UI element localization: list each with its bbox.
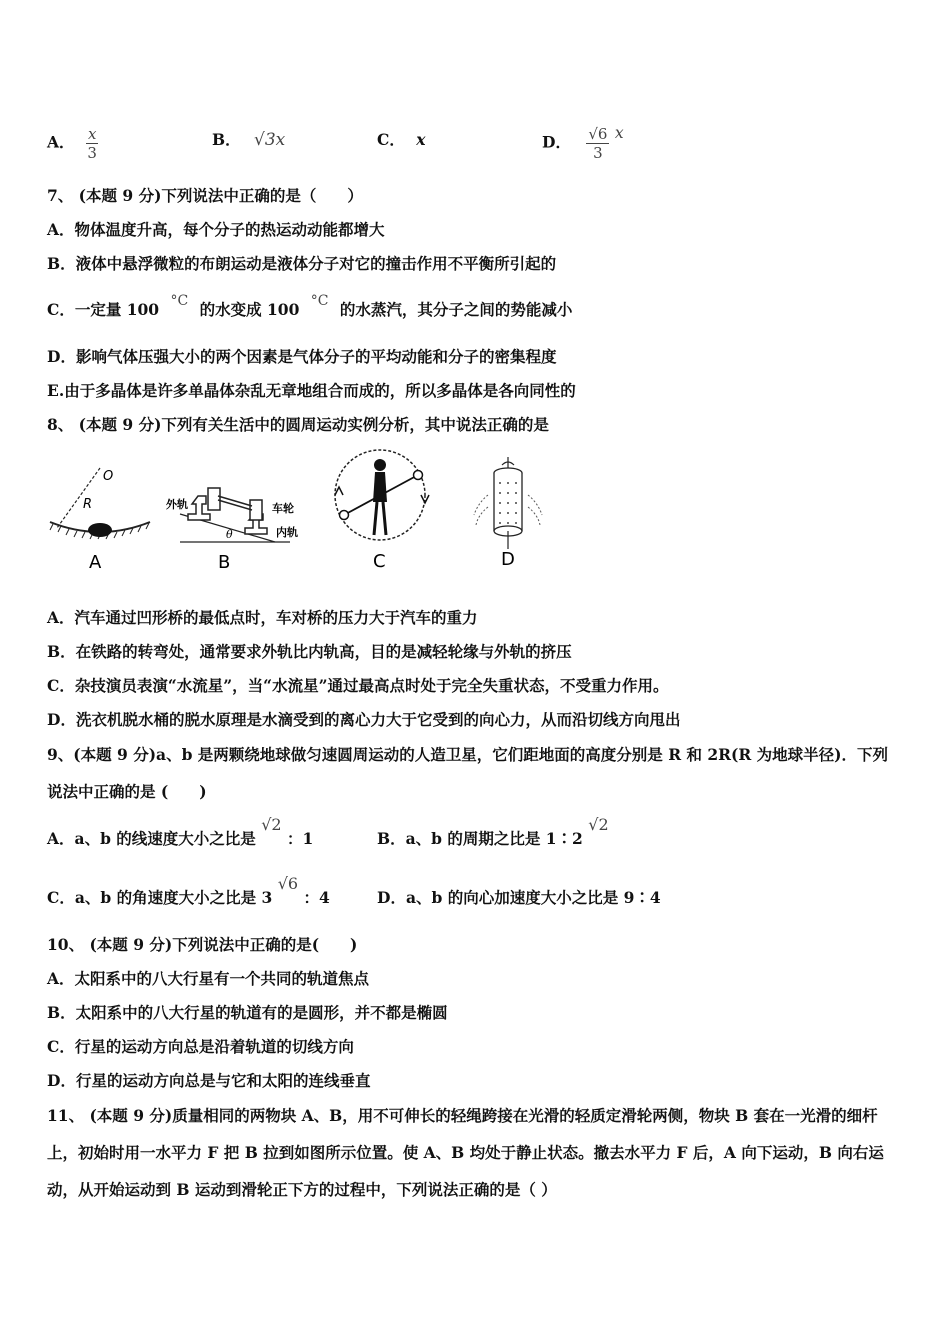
q8-option-c: C．杂技演员表演“水流星”，当“水流星”通过最高点时处于完全失重状态，不受重力作用。 [47, 676, 669, 695]
q9-option-a-text: A．a、b 的线速度大小之比是 [47, 829, 256, 848]
fig-c-caption: C [373, 551, 386, 572]
q6-option-a [47, 125, 98, 162]
q7-option-c-part3: 的水蒸汽，其分子之间的势能减小 [339, 300, 573, 319]
q9-option-c-post: ：4 [303, 888, 330, 907]
q9-option-b [377, 815, 609, 849]
q7-option-b: B．液体中悬浮微粒的布朗运动是液体分子对它的撞击作用不平衡所引起的 [47, 254, 557, 273]
fig-b-inner-label: 内轨 [276, 526, 298, 539]
q9-option-b-sup: √2 [588, 815, 609, 834]
fig-b-wheel-label: 车轮 [272, 502, 294, 515]
q9-option-d: D．a、b 的向心加速度大小之比是 9∶4 [377, 888, 661, 907]
q10-option-b: B．太阳系中的八大行星的轨道有的是圆形，并不都是椭圆 [47, 1003, 448, 1022]
q8-figure-a [45, 460, 155, 575]
q6-option-b-math: √3x [254, 130, 286, 150]
q6-option-a-fraction [86, 125, 98, 162]
q6-option-c-label: C． [377, 130, 405, 149]
q6-option-a-denominator: 3 [87, 144, 97, 162]
q10-option-c: C．行星的运动方向总是沿着轨道的切线方向 [47, 1037, 354, 1056]
fig-a-caption: A [89, 552, 102, 573]
q7-option-e: E.由于多晶体是许多单晶体杂乱无章地组合而成的，所以多晶体是各向同性的 [47, 381, 576, 400]
q8-option-b: B．在铁路的转弯处，通常要求外轨比内轨高，目的是减轻轮缘与外轨的挤压 [47, 642, 572, 661]
performer-head [374, 459, 386, 471]
q8-figure-c [330, 445, 435, 575]
q9-option-a-sup: √2 [261, 815, 282, 834]
q9-option-c-sup: √6 [277, 874, 299, 893]
q10-stem: 10、 (本题 9 分)下列说法中正确的是( ) [47, 935, 358, 954]
fig-b-theta-label: θ [226, 528, 233, 541]
outer-wheel [208, 488, 220, 510]
q9-stem-line2: 说法中正确的是 ( ) [47, 782, 207, 801]
cup-bottom [340, 511, 349, 520]
fig-a-o-label: O [103, 469, 114, 484]
water-spray-left [474, 495, 488, 525]
q11-line1: 11、 (本题 9 分)质量相同的两物块 A、B，用不可伸长的轻绳跨接在光滑的轻质定滑轮两侧，物块 B 套在一光滑的细杆 [47, 1106, 878, 1125]
q8-option-a: A．汽车通过凹形桥的最低点时，车对桥的压力大于汽车的重力 [47, 608, 478, 627]
q9-option-a-post: ：1 [287, 829, 314, 848]
q7-option-c-unit1: °C [170, 293, 189, 309]
car-body [88, 523, 112, 537]
q6-option-a-numerator: x [87, 125, 97, 143]
cup-top [414, 471, 423, 480]
q7-option-c [47, 293, 573, 321]
fig-d-caption: D [501, 549, 515, 570]
q11-line3: 动，从开始运动到 B 运动到滑轮正下方的过程中，下列说法正确的是（ ） [47, 1180, 557, 1199]
q6-option-d-denominator: 3 [593, 144, 603, 162]
q6-option-d-tail: x [614, 123, 624, 142]
performer-leg-right [383, 502, 386, 535]
q8-stem: 8、 (本题 9 分)下列有关生活中的圆周运动实例分析，其中说法正确的是 [47, 415, 549, 434]
q11-line2: 上，初始时用一水平力 F 把 B 拉到如图所示位置。使 A、B 均处于静止状态。撤去水平力 F 后，A 向下运动，B 向右运 [47, 1143, 884, 1162]
q6-option-d-numerator: √6 [588, 125, 608, 143]
q9-option-c [47, 874, 330, 908]
q6-option-d-label: D． [542, 132, 571, 152]
q9-option-c-text: C．a、b 的角速度大小之比是 3 [47, 888, 273, 907]
q8-option-d: D．洗衣机脱水桶的脱水原理是水滴受到的离心力大于它受到的向心力，从而沿切线方向甩出 [47, 710, 681, 729]
q10-option-a: A．太阳系中的八大行星有一个共同的轨道焦点 [47, 969, 370, 988]
q6-option-b-label: B． [212, 130, 241, 149]
q6-option-a-label: A． [47, 132, 75, 152]
q8-figure-b [160, 470, 310, 575]
q7-stem: 7、 (本题 9 分)下列说法中正确的是（ ） [47, 186, 363, 205]
q6-option-c [377, 130, 426, 150]
q9-stem-line1: 9、(本题 9 分)a、b 是两颗绕地球做匀速圆周运动的人造卫星，它们距地面的高度分别是 R 和 2R(R 为地球半径)．下列 [47, 745, 888, 764]
direction-arrow-icon [335, 487, 343, 495]
q6-option-b [212, 130, 285, 150]
q6-option-c-math: x [416, 130, 426, 149]
water-spray-right [528, 495, 542, 525]
q7-option-a: A．物体温度升高，每个分子的热运动动能都增大 [47, 220, 385, 239]
q6-option-d [542, 125, 624, 162]
q7-option-c-part2: 的水变成 100 [199, 300, 300, 319]
q9-option-b-text: B．a、b 的周期之比是 1∶2 [377, 829, 583, 848]
outer-rail [188, 496, 210, 520]
q7-option-c-unit2: °C [310, 293, 329, 309]
q6-option-d-fraction [586, 125, 609, 162]
radius-line [57, 468, 100, 528]
q7-option-d: D．影响气体压强大小的两个因素是气体分子的平均动能和分子的密集程度 [47, 347, 557, 366]
q7-option-c-part1: C．一定量 100 [47, 300, 160, 319]
q8-figure-d [468, 455, 548, 575]
fig-b-caption: B [218, 552, 231, 573]
performer-leg-left [374, 502, 377, 535]
fig-a-r-label: R [83, 497, 93, 512]
fig-b-outer-label: 外轨 [166, 498, 188, 511]
q9-option-a [47, 815, 314, 849]
q10-option-d: D．行星的运动方向总是与它和太阳的连线垂直 [47, 1071, 371, 1090]
